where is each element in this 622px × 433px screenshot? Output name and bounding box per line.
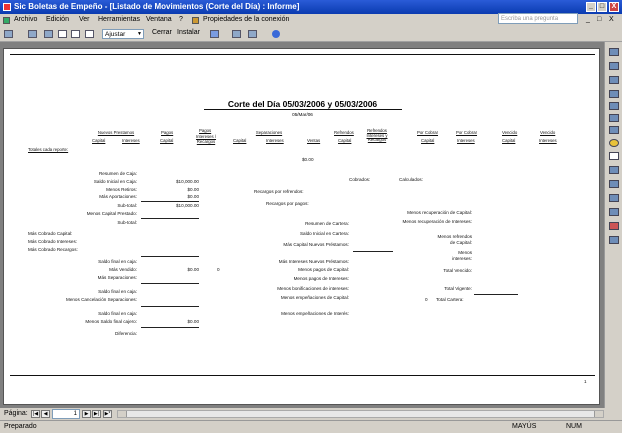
menu-ver[interactable]: Ver (79, 16, 90, 23)
mas-cobrado-recargos-label: Más Cobrado Recargos: (28, 247, 78, 252)
tool-icon-2[interactable] (609, 62, 619, 70)
mas-vendido-value: $0.00 (187, 267, 199, 272)
table-icon[interactable] (609, 152, 619, 160)
title-bar (0, 0, 622, 14)
properties-icon (192, 17, 199, 24)
recargos-refrendos-label: Recargos por refrendos: (254, 189, 304, 194)
office-links-icon[interactable] (210, 30, 219, 38)
one-page-icon[interactable] (58, 30, 67, 38)
doc-minimize-button[interactable]: _ (586, 16, 590, 23)
col-refrendos-capital: Capital (338, 138, 352, 143)
mas-cobrado-capital-label: Más Cobrado Capital: (28, 231, 73, 236)
totales-label: Totales cada reporte: (28, 147, 69, 152)
menos-saldo-final-label: Menos Saldo final cajero: (85, 319, 137, 324)
saldo-final-caja3-label: Saldo final en caja: (98, 311, 137, 316)
tool-icon-3[interactable] (609, 76, 619, 84)
next-page-button[interactable]: ▶ (82, 410, 91, 418)
saldo-final3-rule (141, 306, 199, 307)
new-record-button[interactable]: ▶* (104, 411, 111, 417)
prev-page-button[interactable]: ◀ (41, 410, 50, 418)
de-capital-label: de Capital: (450, 240, 472, 245)
col-separaciones-capital: Capital (233, 138, 247, 143)
col-por-cobrar-2: Por Cobrar (456, 130, 478, 135)
resumen-cartera-label: Resumen de Cartera: (305, 221, 349, 226)
ask-question-input[interactable]: Escriba una pregunta (498, 13, 578, 24)
chevron-down-icon: ▼ (137, 31, 142, 37)
calculados-label: Calculados: (399, 177, 424, 182)
maximize-button[interactable]: □ (597, 2, 607, 12)
smiley-icon[interactable] (609, 139, 619, 147)
binoculars-icon[interactable] (609, 166, 619, 174)
col-por-cobrar-intereses: Intereses (457, 138, 475, 143)
col-por-cobrar: Por Cobrar (417, 130, 439, 135)
page-number: 1 (584, 379, 587, 384)
menos-empenaciones-interes-label: Menos empeñaciones de Interés: (281, 311, 349, 316)
close-preview-button[interactable]: Cerrar (152, 29, 172, 36)
sort-icon[interactable] (609, 102, 619, 110)
status-text: Preparado (4, 423, 37, 430)
menos-pagos-intereses-label: Menos pagos de Intereses: (293, 276, 349, 281)
tool-icon-13[interactable] (609, 208, 619, 216)
app-icon (3, 3, 11, 11)
design-view-icon[interactable] (4, 30, 13, 38)
page-number-input[interactable]: 1 (52, 409, 80, 419)
doc-close-button[interactable]: X (609, 16, 614, 23)
mas-aportaciones-label: Más Aportaciones: (99, 194, 137, 199)
menos-capital-prestado-label: Menos Capital Prestado: (86, 211, 137, 216)
print-icon[interactable] (28, 30, 37, 38)
menos-refrendos-label: Menos refrendos (437, 234, 472, 239)
total-vigente-label: Total Vigente: (444, 286, 472, 291)
mas-vendido-extra: 0 (217, 267, 220, 272)
new-object-icon[interactable] (248, 30, 257, 38)
caps-indicator: MAYÚS (512, 423, 537, 430)
menos-bonificaciones-label: Menos bonificaciones de intereses: (277, 286, 349, 291)
window-title: Sic Boletas de Empeño - [Listado de Movimientos (Corte del Día) : Informe] (14, 2, 300, 11)
database-window-icon[interactable] (232, 30, 241, 38)
close-window-button[interactable]: X (609, 2, 619, 12)
sub-total-label: Sub-total: (117, 203, 137, 208)
total-vencido-label: Total Vencido: (443, 268, 472, 273)
col-refrendos: Refrendos (334, 130, 354, 135)
total-cartera-value: 0 (425, 297, 428, 302)
menos-saldo-final-value: $0.00 (187, 319, 199, 324)
zoom-select[interactable] (102, 29, 144, 39)
mas-intereses-nuevos-label: Más Intereses Nuevos Préstamos: (278, 259, 349, 264)
saldo-inicial-caja-label: Saldo Inicial en Caja: (93, 179, 137, 184)
totales-zero: $0.00 (302, 157, 314, 162)
col-pagos-intereses-recargos: Intereses / Recargos (195, 134, 217, 144)
diferencia-label: Diferencia: (115, 331, 137, 336)
page-setup-button[interactable]: Instalar (177, 29, 200, 36)
minimize-button[interactable]: _ (586, 2, 596, 12)
tool-icon-15[interactable] (609, 236, 619, 244)
tool-icon-14[interactable] (609, 222, 619, 230)
mas-capital-nuevos-label: Más Capital Nuevos Préstamos: (283, 242, 349, 247)
sub-total2-label: Sub-total: (117, 220, 137, 225)
report-title: Corte del Día 05/03/2006 y 05/03/2006 (227, 99, 378, 109)
menos-recup-intereses-label: Menos recuperación de Intereses: (402, 219, 472, 224)
col-ventas: Ventas (307, 138, 321, 143)
menu-edicion[interactable]: Edición (46, 16, 69, 23)
report-page[interactable] (3, 48, 600, 405)
col-vencido-2: Vencido (540, 130, 556, 135)
doc-restore-button[interactable]: □ (597, 16, 602, 23)
saldo-final2-rule (141, 283, 199, 284)
col-por-cobrar-capital: Capital (421, 138, 435, 143)
menos-retiros-label: Menos Retiros: (106, 187, 137, 192)
subtotal-rule (141, 201, 199, 202)
tool-icon-12[interactable] (609, 194, 619, 202)
menos-retiros-value: $0.00 (187, 187, 199, 192)
col-pagos: Pagos (161, 130, 174, 135)
two-pages-icon[interactable] (71, 30, 80, 38)
col-vencido-intereses: Intereses (539, 138, 557, 143)
toolbar (0, 27, 622, 42)
menos-recup-capital-label: Menos recuperación de Capital: (407, 210, 472, 215)
menu-help[interactable]: ? (179, 16, 183, 23)
col-vencido-capital: Capital (502, 138, 516, 143)
saldo-final-rule (141, 256, 199, 257)
filter-icon[interactable] (609, 90, 619, 98)
saldo-inicial-caja-value: $10,000.00 (176, 179, 199, 184)
col-nuevos-prestamos: Nuevos Prestamos (97, 130, 135, 135)
total-rule (474, 294, 518, 295)
diferencia-rule (141, 327, 199, 328)
mas-cobrado-intereses-label: Más Cobrado Intereses: (28, 239, 78, 244)
col-separaciones-intereses: Intereses (266, 138, 284, 143)
subtotal2-rule (141, 218, 199, 219)
tool-icon-1[interactable] (609, 48, 619, 56)
saldo-final-caja-label: Saldo final en caja: (98, 259, 137, 264)
num-indicator: NUM (566, 423, 582, 430)
col-refrendos-intereses-recargos: Refrendos Intereses y Recargos (366, 128, 388, 143)
status-bar (0, 420, 622, 433)
mas-aportaciones-value: $0.00 (187, 194, 199, 199)
tool-icon-6[interactable] (609, 114, 619, 122)
mas-separaciones-label: Más Separaciones: (97, 275, 137, 280)
sub-total-value: $10,000.00 (176, 203, 199, 208)
col-nuevos-intereses: Intereses (122, 138, 140, 143)
report-subtitle: 05/Mar/06 (292, 112, 313, 117)
saldo-final-caja2-label: Saldo final en caja: (98, 289, 137, 294)
title-rule (204, 109, 402, 110)
col-pagos-capital: Capital (160, 138, 174, 143)
mas-vendido-label: Más Vendido: (109, 267, 137, 272)
menos-pagos-capital-label: Menos pagos de Capital: (298, 267, 349, 272)
menu-archivo[interactable]: Archivo (14, 16, 38, 23)
menu-herramientas[interactable]: Herramientas (98, 16, 141, 23)
intereses-label: intereses: (452, 256, 472, 261)
bottom-rule (10, 375, 595, 376)
cartera-rule (353, 251, 393, 252)
first-page-button[interactable]: |◀ (32, 411, 39, 417)
cobrados-label: Cobrados: (349, 177, 371, 182)
page-label: Página: (4, 410, 28, 417)
menos-empenaciones-capital-label: Menos empeñaciones de Capital: (280, 295, 349, 300)
right-toolbar (604, 42, 622, 408)
tool-icon-11[interactable] (609, 180, 619, 188)
menu-ventana[interactable]: Ventana (146, 16, 172, 23)
multiple-pages-icon[interactable] (85, 30, 94, 38)
col-pagos-2: Pagos (199, 128, 212, 133)
col-nuevos-capital: Capital (92, 138, 106, 143)
resumen-caja-label: Resumen de Caja: (98, 171, 137, 176)
scroll-right-button[interactable] (594, 411, 603, 417)
help-icon[interactable] (272, 30, 280, 38)
last-page-button[interactable]: ▶| (93, 411, 100, 417)
report-icon (3, 17, 10, 24)
recargos-pagos-label: Recargos por pagos: (266, 201, 309, 206)
tool-icon-7[interactable] (609, 126, 619, 134)
scroll-left-button[interactable] (118, 411, 127, 417)
menos-cancelacion-label: Menos Cancelación Separaciones: (66, 297, 137, 302)
total-cartera-label: Total Cartera: (436, 297, 464, 302)
col-separaciones: Separaciones (255, 130, 283, 135)
menos-label: Menos (458, 250, 472, 255)
menu-propiedades-conexion[interactable]: Propiedades de la conexión (203, 16, 290, 23)
page-navigation-bar (0, 408, 622, 420)
zoom-value: Ajustar (105, 31, 126, 38)
horizontal-scrollbar[interactable] (117, 410, 604, 418)
zoom-icon[interactable] (44, 30, 53, 38)
col-vencido: Vencido (502, 130, 518, 135)
top-rule (10, 54, 595, 55)
saldo-inicial-cartera-label: Saldo Inicial en Cartera: (299, 231, 349, 236)
